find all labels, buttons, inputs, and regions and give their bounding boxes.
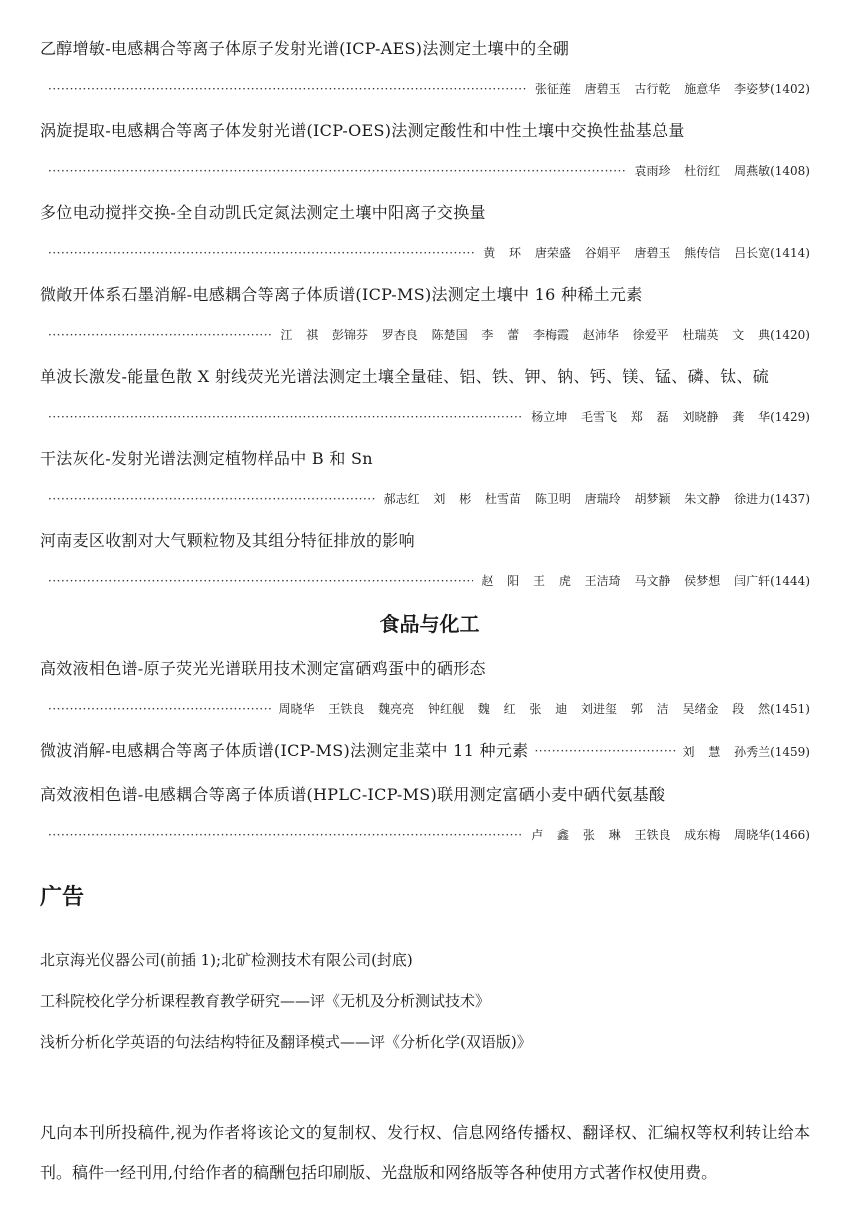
dot-leader xyxy=(40,326,272,344)
section-heading: 食品与化工 xyxy=(379,612,480,636)
article-authors: 周晓华 王铁良 魏亮亮 钟红舰 魏 红 张 迪 刘进玺 郭 洁 吴绪金 段 然(1451) xyxy=(278,702,810,716)
article-title[interactable]: 涡旋提取-电感耦合等离子体发射光谱(ICP-OES)法测定酸性和中性土壤中交换性盐基总量 xyxy=(40,121,685,140)
article-entry[interactable] xyxy=(40,740,810,762)
dot-leader xyxy=(40,572,473,590)
article-authors: 袁雨珍 杜衍红 周燕敏(1408) xyxy=(634,164,810,178)
article-authors: 刘 慧 孙秀兰(1459) xyxy=(682,744,810,759)
article-entry[interactable] xyxy=(40,784,810,844)
article-byline xyxy=(40,80,810,98)
article-title[interactable]: 多位电动搅拌交换-全自动凯氏定氮法测定土壤中阳离子交换量 xyxy=(40,203,486,222)
article-authors: 卢 鑫 张 琳 王铁良 成东梅 周晓华(1466) xyxy=(531,828,810,842)
dot-leader xyxy=(40,490,376,508)
article-byline xyxy=(40,326,810,344)
article-title[interactable]: 单波长激发-能量色散 X 射线荧光光谱法测定土壤全量硅、铝、铁、钾、钠、钙、镁、锰、磷、钛、硫 xyxy=(40,367,770,386)
article-entry[interactable] xyxy=(40,38,810,98)
article-byline xyxy=(40,572,810,590)
article-byline xyxy=(40,700,810,718)
article-entry[interactable] xyxy=(40,202,810,262)
ad-item[interactable]: 浅析分析化学英语的句法结构特征及翻译模式——评《分析化学(双语版)》 xyxy=(40,1033,532,1051)
article-title[interactable]: 干法灰化-发射光谱法测定植物样品中 B 和 Sn xyxy=(40,449,373,468)
article-byline xyxy=(40,244,810,262)
article-authors: 杨立坤 毛雪飞 郑 磊 刘晓静 龚 华(1429) xyxy=(531,410,810,424)
dot-leader xyxy=(40,408,523,426)
article-title[interactable]: 微敞开体系石墨消解-电感耦合等离子体质谱(ICP-MS)法测定土壤中 16 种稀土元素 xyxy=(40,285,643,304)
dot-leader xyxy=(40,80,527,98)
article-inline-row xyxy=(40,740,810,762)
dot-leader xyxy=(528,744,676,758)
article-title[interactable]: 高效液相色谱-电感耦合等离子体质谱(HPLC-ICP-MS)联用测定富硒小麦中硒代氨基酸 xyxy=(40,785,666,804)
article-authors: 江 祺 彭锦芬 罗杏良 陈楚国 李 蕾 李梅霞 赵沛华 徐爱平 杜瑞英 文 典(1420) xyxy=(280,328,810,342)
article-entry[interactable] xyxy=(40,448,810,508)
article-entry[interactable] xyxy=(40,366,810,426)
ad-heading: 广告 xyxy=(40,885,85,910)
dot-leader xyxy=(40,826,523,844)
article-title[interactable]: 高效液相色谱-原子荧光光谱联用技术测定富硒鸡蛋中的硒形态 xyxy=(40,659,486,678)
article-title[interactable]: 河南麦区收割对大气颗粒物及其组分特征排放的影响 xyxy=(40,531,415,550)
article-entry[interactable] xyxy=(40,284,810,344)
article-byline xyxy=(40,162,810,180)
article-title[interactable]: 微波消解-电感耦合等离子体质谱(ICP-MS)法测定韭菜中 11 种元素 xyxy=(40,741,529,760)
article-byline xyxy=(40,408,810,426)
article-title[interactable]: 乙醇增敏-电感耦合等离子体原子发射光谱(ICP-AES)法测定土壤中的全硼 xyxy=(40,39,570,58)
article-authors: 郝志红 刘 彬 杜雪苗 陈卫明 唐瑞玲 胡梦颖 朱文静 徐进力(1437) xyxy=(383,492,810,506)
ad-item[interactable]: 北京海光仪器公司(前插 1);北矿检测技术有限公司(封底) xyxy=(40,951,413,969)
article-authors: 黄 环 唐荣盛 谷娟平 唐碧玉 熊传信 吕长宽(1414) xyxy=(483,246,810,260)
dot-leader xyxy=(40,244,475,262)
article-byline xyxy=(40,490,810,508)
ad-item[interactable]: 工科院校化学分析课程教育教学研究——评《无机及分析测试技术》 xyxy=(40,992,491,1010)
dot-leader xyxy=(40,700,271,718)
article-authors: 张征莲 唐碧玉 古行乾 施意华 李姿梦(1402) xyxy=(534,82,810,96)
copyright-notice: 凡向本刊所投稿件,视为作者将该论文的复制权、发行权、信息网络传播权、翻译权、汇编权等权利转让给本刊。稿件一经刊用,付给作者的稿酬包括印刷版、光盘版和网络版等各种使用方式著作权使用费。 xyxy=(40,1123,810,1182)
article-entry[interactable] xyxy=(40,530,810,590)
article-authors: 赵 阳 王 虎 王洁琦 马文静 侯梦想 闫广轩(1444) xyxy=(481,574,810,588)
article-byline xyxy=(40,826,810,844)
article-entry[interactable] xyxy=(40,658,810,718)
dot-leader xyxy=(40,162,626,180)
article-entry[interactable] xyxy=(40,120,810,180)
